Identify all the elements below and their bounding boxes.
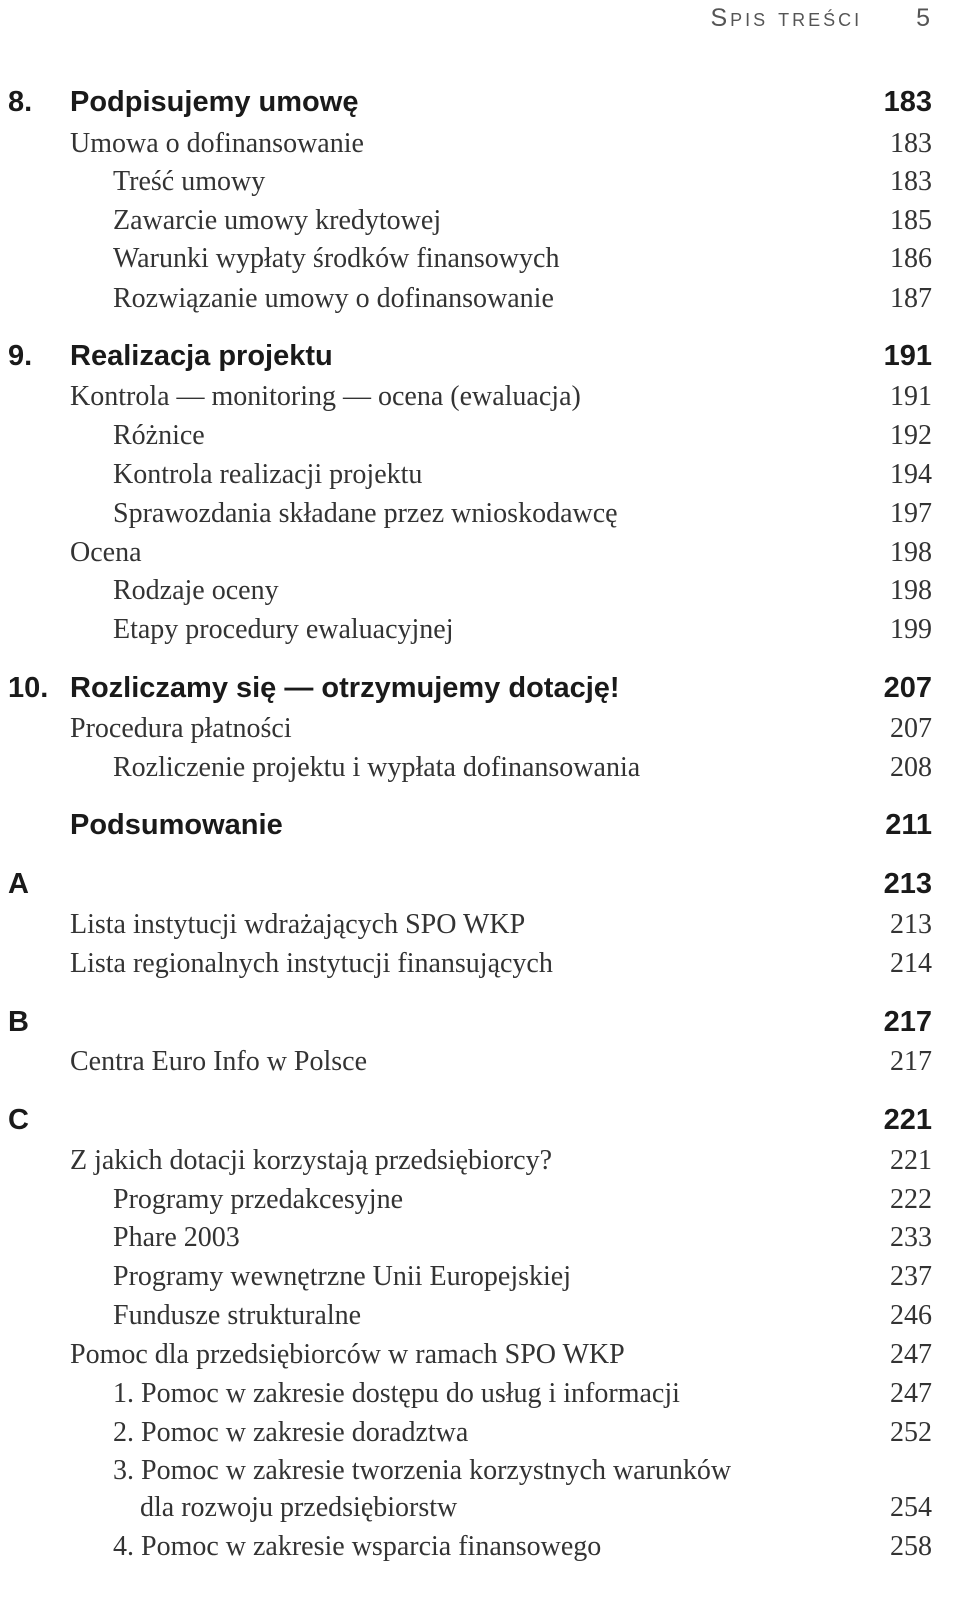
running-head [710, 4, 932, 38]
toc-entry-continuation[interactable] [0, 1488, 960, 1528]
entry-title: Z jakich dotacji korzystają przedsiębiorcy? [70, 1145, 553, 1176]
entry-title: Rozliczenie projektu i wypłata dofinansowania [113, 752, 641, 783]
page-ref: 208 [890, 752, 932, 783]
entry-title: Phare 2003 [113, 1222, 240, 1253]
page-ref: 247 [890, 1378, 932, 1409]
page-ref: 187 [890, 283, 932, 314]
page-ref: 199 [890, 614, 932, 645]
page-ref: 254 [890, 1492, 932, 1523]
toc-entry[interactable] [0, 1257, 960, 1297]
toc-entry[interactable] [0, 1451, 960, 1491]
entry-title: dla rozwoju przedsiębiorstw [140, 1492, 458, 1523]
page-number: 5 [916, 4, 932, 32]
chapter-title: Realizacja projektu [70, 339, 333, 372]
toc-chapter-9[interactable] [0, 336, 960, 376]
toc-entry[interactable] [0, 748, 960, 788]
toc-entry[interactable] [0, 239, 960, 279]
page-ref: 198 [890, 537, 932, 568]
toc-entry[interactable] [0, 1042, 960, 1082]
toc-entry[interactable] [0, 709, 960, 749]
page-ref: 217 [890, 1046, 932, 1077]
page-ref: 252 [890, 1417, 932, 1448]
entry-title: Etapy procedury ewaluacyjnej [113, 614, 454, 645]
page-ref: 186 [890, 243, 932, 274]
entry-title: Fundusze strukturalne [113, 1300, 362, 1331]
page-ref: 207 [883, 671, 932, 704]
page-ref: 258 [890, 1531, 932, 1562]
toc-chapter-8[interactable] [0, 82, 960, 122]
entry-title: Rozwiązanie umowy o dofinansowanie [113, 283, 554, 314]
toc-appendix-a[interactable] [0, 864, 960, 904]
page-ref: 183 [890, 128, 932, 159]
entry-title: Treść umowy [113, 166, 266, 197]
page-ref: 221 [890, 1145, 932, 1176]
appendix-letter: B [8, 1005, 29, 1038]
entry-title: Centra Euro Info w Polsce [70, 1046, 368, 1077]
page-ref: 197 [890, 498, 932, 529]
chapter-title: Podsumowanie [70, 808, 283, 841]
toc-entry[interactable] [0, 162, 960, 202]
toc-entry[interactable] [0, 455, 960, 495]
toc-entry[interactable] [0, 1374, 960, 1414]
page-ref: 213 [883, 867, 932, 900]
toc-entry[interactable] [0, 533, 960, 573]
page-ref: 237 [890, 1261, 932, 1292]
page-ref: 222 [890, 1184, 932, 1215]
page-ref: 221 [883, 1103, 932, 1136]
entry-title: 4. Pomoc w zakresie wsparcia finansowego [113, 1531, 602, 1562]
toc-entry[interactable] [0, 124, 960, 164]
toc-entry[interactable] [0, 1296, 960, 1336]
toc-entry[interactable] [0, 279, 960, 319]
page-ref: 183 [890, 166, 932, 197]
entry-title: 3. Pomoc w zakresie tworzenia korzystnych warunków [113, 1455, 732, 1486]
chapter-title: Podpisujemy umowę [70, 85, 359, 118]
toc-entry[interactable] [0, 494, 960, 534]
entry-title: Pomoc dla przedsiębiorców w ramach SPO WKP [70, 1339, 625, 1370]
entry-title: Programy przedakcesyjne [113, 1184, 403, 1215]
toc-entry[interactable] [0, 1218, 960, 1258]
page-ref: 214 [890, 948, 932, 979]
toc-entry[interactable] [0, 610, 960, 650]
toc-entry[interactable] [0, 905, 960, 945]
entry-title: Sprawozdania składane przez wnioskodawcę [113, 498, 618, 529]
page-ref: 233 [890, 1222, 932, 1253]
entry-title: Lista regionalnych instytucji finansujących [70, 948, 553, 979]
entry-title: Lista instytucji wdrażających SPO WKP [70, 909, 526, 940]
toc-chapter-10[interactable] [0, 668, 960, 708]
chapter-number: 10. [8, 671, 49, 704]
entry-title: Kontrola realizacji projektu [113, 459, 423, 490]
chapter-title: Rozliczamy się — otrzymujemy dotację! [70, 671, 620, 704]
toc-entry[interactable] [0, 1141, 960, 1181]
entry-title: Rodzaje oceny [113, 575, 279, 606]
page-ref: 192 [890, 420, 932, 451]
page-ref: 185 [890, 205, 932, 236]
page-ref: 183 [883, 85, 932, 118]
toc-entry[interactable] [0, 416, 960, 456]
page-ref: 191 [890, 381, 932, 412]
entry-title: Kontrola — monitoring — ocena (ewaluacja) [70, 381, 581, 412]
entry-title: Procedura płatności [70, 713, 292, 744]
page-ref: 194 [890, 459, 932, 490]
chapter-number: 9. [8, 339, 33, 372]
entry-title: 1. Pomoc w zakresie dostępu do usług i informacji [113, 1378, 680, 1409]
toc-entry[interactable] [0, 1527, 960, 1567]
entry-title: 2. Pomoc w zakresie doradztwa [113, 1417, 469, 1448]
chapter-number: 8. [8, 85, 33, 118]
page-ref: 247 [890, 1339, 932, 1370]
page-ref: 198 [890, 575, 932, 606]
page-ref: 246 [890, 1300, 932, 1331]
toc-entry[interactable] [0, 1180, 960, 1220]
toc-appendix-c[interactable] [0, 1100, 960, 1140]
entry-title: Ocena [70, 537, 142, 568]
appendix-letter: A [8, 867, 29, 900]
page-ref: 191 [883, 339, 932, 372]
toc-entry[interactable] [0, 377, 960, 417]
toc-entry[interactable] [0, 1413, 960, 1453]
entry-title: Umowa o dofinansowanie [70, 128, 364, 159]
page-ref: 217 [883, 1005, 932, 1038]
entry-title: Programy wewnętrzne Unii Europejskiej [113, 1261, 571, 1292]
page-ref: 207 [890, 713, 932, 744]
toc-entry[interactable] [0, 571, 960, 611]
toc-entry[interactable] [0, 1335, 960, 1375]
entry-title: Różnice [113, 420, 205, 451]
toc-appendix-b[interactable] [0, 1002, 960, 1042]
page-ref: 211 [885, 808, 932, 841]
appendix-letter: C [8, 1103, 29, 1136]
running-head-title: Spis treści [710, 4, 863, 32]
entry-title: Warunki wypłaty środków finansowych [113, 243, 560, 274]
entry-title: Zawarcie umowy kredytowej [113, 205, 442, 236]
toc-summary[interactable] [0, 805, 960, 845]
toc-entry[interactable] [0, 944, 960, 984]
toc-entry[interactable] [0, 201, 960, 241]
page-ref: 213 [890, 909, 932, 940]
